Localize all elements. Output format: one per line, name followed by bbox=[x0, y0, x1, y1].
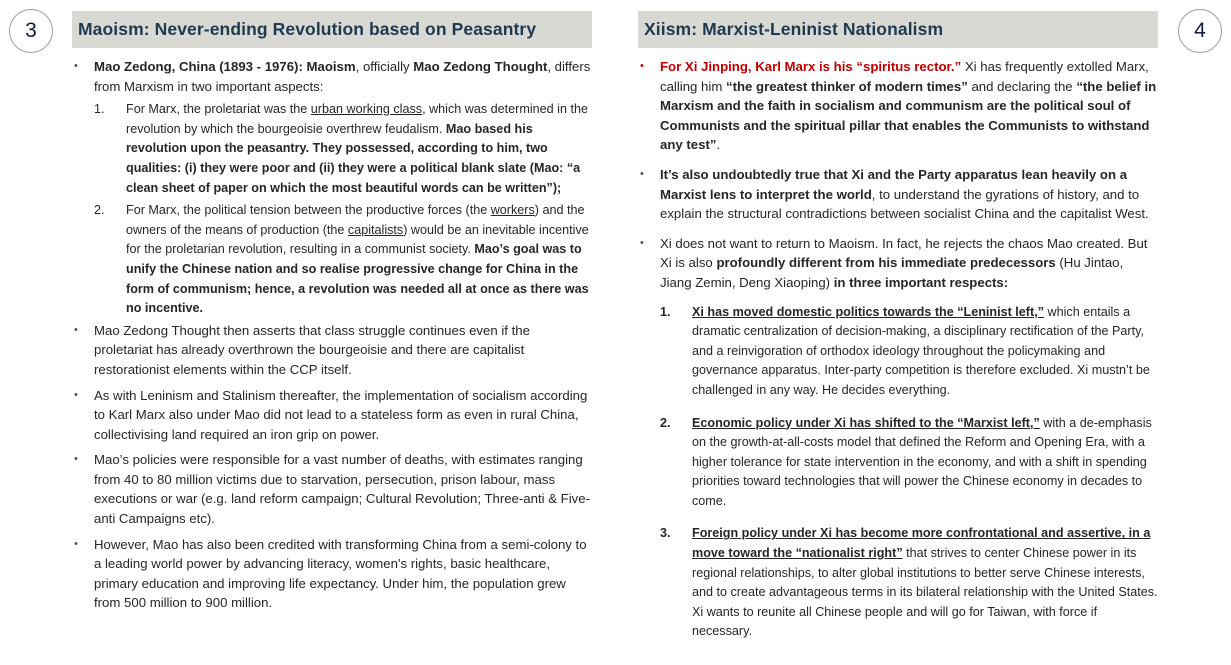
right-panel-title: Xiism: Marxist-Leninist Nationalism bbox=[638, 11, 1158, 48]
list-item: 1. Xi has moved domestic politics towards the “Leninist left,” which entails a dramatic centralization of decision-making, a disciplinary rectification of the Party, and a reinvigoration of orthodox ideology throughout the policymaking and governance apparatus. Inter-party competition is therefore excluded. Xi mustn’t be challenged in any way. He decides everything. bbox=[660, 304, 1150, 397]
left-panel-maoism bbox=[72, 11, 592, 613]
left-bullet-list bbox=[72, 57, 592, 613]
list-item: 1. For Marx, the proletariat was the urban working class, which was determined in the revolution by which the bourgeoisie overthrew feudalism. Mao based his revolution upon the peasantry. They possessed, according to him, two qualities: (i) they were poor and (ii) they were a political blank slate (Mao: “a clean sheet of paper on which the most beautiful words can be written”); bbox=[94, 102, 588, 195]
left-panel-title: Maoism: Never-ending Revolution based on Peasantry bbox=[72, 11, 592, 48]
list-item: 2. Economic policy under Xi has shifted to the “Marxist left,” with a de-emphasis on the growth-at-all-costs model that defined the Reform and Opening Era, with a higher tolerance for state intervention in the economy, and with a shift in spending priorities toward technologies that will power the Chinese economy in decades to come. bbox=[660, 415, 1152, 508]
list-item: 2. For Marx, the political tension between the productive forces (the workers) and the owners of the means of production (the capitalists) would be an inevitable incentive for the proletarian revolution, resulting in a communist society. Mao’s goal was to unify the Chinese nation and so realise progressive change for China in the form of communism; hence, a revolution was needed all at once as there was no incentive. bbox=[94, 203, 589, 316]
list-item: 3. Foreign policy under Xi has become more confrontational and assertive, in a move toward the “nationalist right” that strives to center Chinese power in its regional relationships, to alter global institutions to better serve Chinese interests, and to create advantageous terms in its bilateral relationship with the United States. Xi wants to reunite all Chinese people and will go for Taiwan, with force if necessary. bbox=[660, 526, 1158, 639]
page-number-badge-left: 3 bbox=[9, 9, 53, 53]
list-item: • For Xi Jinping, Karl Marx is his “spiritus rector.” Xi has frequently extolled Marx, calling him “the greatest thinker of modern times” and declaring the “the belief in Marxism and the faith in socialism and communism are the political soul of Communists and the spiritual pillar that enables the Communists to withstand any test”. bbox=[640, 59, 1157, 153]
list-item: • However, Mao has also been credited with transforming China from a semi-colony to a leading world power by advancing literacy, women's rights, basic healthcare, primary education and improving life expectancy. Under him, the population grew from 500 million to 900 million. bbox=[74, 536, 587, 611]
list-item: • Mao Zedong, China (1893 - 1976): Maoism, officially Mao Zedong Thought, differs from Marxism in two important aspects: 1. For Marx, the proletariat was the urban working class, which was determined in the revolution by which the bourgeoisie overthrew feudalism. Mao based his revolution upon the peasantry. They possessed, according to him, two qualities: (i) they were poor and (ii) they were a political blank slate (Mao: “a clean sheet of paper on which the most beautiful words can be written”); 2. For Marx, the political tension between the productive forces (the workers) and the owners of the means of production (the capitalists) would be an inevitable incentive for the proletarian revolution, resulting in a communist society. Mao’s goal was to unify the Chinese nation and so realise progressive change for China in the form of communism; hence, a revolution was needed all at once as there was no incentive. bbox=[72, 57, 592, 319]
list-item: • It’s also undoubtedly true that Xi and the Party apparatus lean heavily on a Marxist lens to interpret the world, to understand the gyrations of history, and to explain the structural contradictions between socialist China and the capitalist West. bbox=[640, 166, 1149, 222]
right-panel-xiism bbox=[638, 11, 1158, 642]
list-item: • Mao Zedong Thought then asserts that class struggle continues even if the proletariat has already overthrown the bourgeoisie and there are capitalist restorationist elements within the CCP itself. bbox=[74, 322, 530, 377]
list-item: • Mao’s policies were responsible for a vast number of deaths, with estimates ranging from 40 to 80 million victims due to starvation, persecution, prison labour, mass executions or war (e.g. land reform campaign; Cultural Revolution; Three-anti & Five-anti Campaigns etc). bbox=[74, 452, 590, 527]
list-item: • Xi does not want to return to Maoism. In fact, he rejects the chaos Mao created. But Xi is also profoundly different from his immediate predecessors (Hu Jintao, Jiang Zemin, Deng Xiaoping) in three important respects: 1. Xi has moved domestic politics towards the “Leninist left,” which entails a dramatic centralization of decision-making, a disciplinary rectification of the Party, and a reinvigoration of orthodox ideology throughout the policymaking and governance apparatus. Inter-party competition is therefore excluded. Xi mustn’t be challenged in any way. He decides everything. 2. Economic policy under Xi has shifted to the “Marxist left,” with a de-emphasis on the growth-at-all-costs model that defined the Reform and Opening Era, with a higher tolerance for state intervention in the economy, and with a shift in spending priorities toward technologies that will power the Chinese economy in decades to come. 3. Foreign policy under Xi has become more confrontational and assertive, in a move toward the “nationalist right” that strives to center Chinese power in its regional relationships, to alter global institutions to better serve Chinese interests, and to create advantageous terms in its bilateral relationship with the United States. Xi wants to reunite all Chinese people and will go for Taiwan, with force if necessary. bbox=[638, 234, 1158, 642]
numbered-respects-list bbox=[660, 303, 1158, 643]
sub-list bbox=[94, 100, 592, 319]
page-number-badge-right: 4 bbox=[1178, 9, 1222, 53]
right-bullet-list bbox=[638, 57, 1158, 642]
list-item: • As with Leninism and Stalinism thereafter, the implementation of socialism according to Karl Marx also under Mao did not lead to a stateless form as even in rural China, collectivising land required an iron grip on power. bbox=[74, 387, 588, 442]
